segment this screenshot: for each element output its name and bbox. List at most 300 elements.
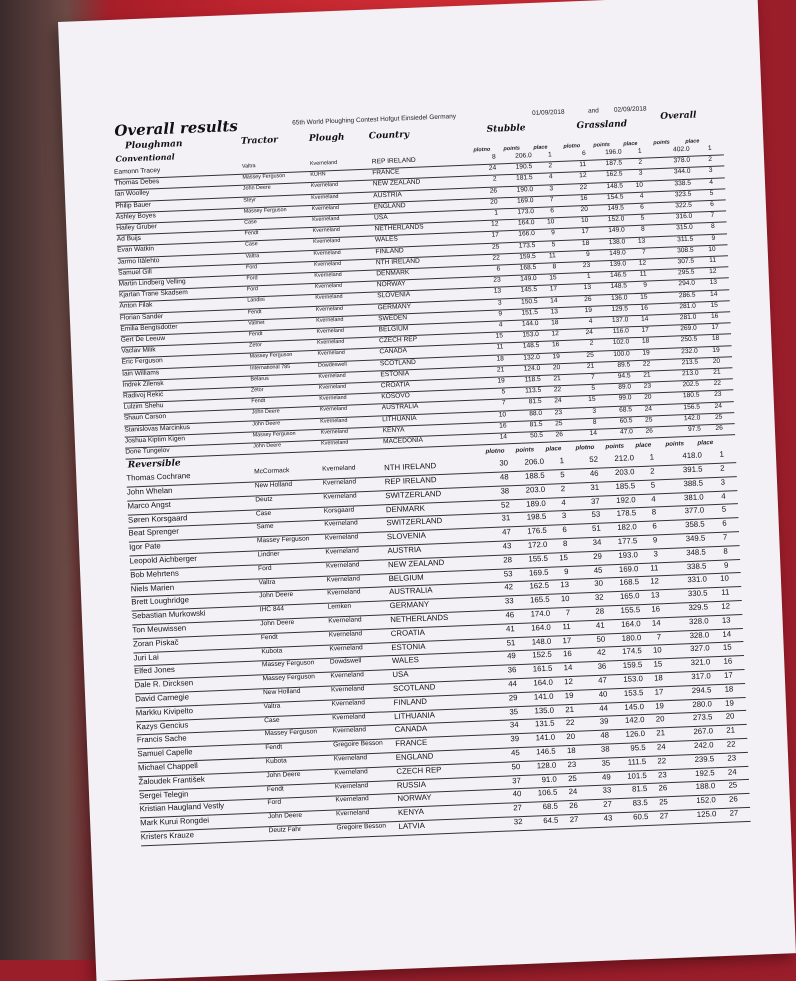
stubble-plotno: 9: [498, 310, 503, 318]
overall-points: 323.5: [674, 190, 692, 199]
ploughman-name: Samuel Gill: [117, 268, 152, 277]
conventional-subhead-plotno: plotno: [473, 146, 491, 154]
country-name: CANADA: [379, 347, 408, 356]
overall-place: 18: [711, 335, 720, 343]
reversible-subhead-place: place: [635, 441, 652, 450]
ploughman-name: Stanislovas Marcinkus: [124, 423, 191, 434]
grassland-place: 23: [657, 769, 667, 780]
country-name: AUSTRALIA: [381, 403, 419, 412]
tractor-name: Belarus: [250, 375, 269, 383]
stubble-points: 181.5: [515, 174, 533, 183]
tractor-name: Fendt: [265, 743, 283, 752]
country-name: SCOTLAND: [392, 682, 436, 694]
country-name: SLOVENIA: [386, 530, 427, 542]
stubble-place: 9: [551, 229, 556, 237]
ploughman-name: Ian Woolley: [114, 189, 150, 199]
grassland-place: 12: [638, 259, 647, 267]
stubble-points: 81.5: [528, 398, 542, 406]
stubble-points: 153.0: [522, 331, 540, 339]
stubble-plotno: 13: [493, 287, 502, 296]
overall-points: 311.5: [677, 235, 694, 243]
overall-points: 388.5: [683, 478, 704, 489]
col-tractor: Tractor: [240, 135, 279, 147]
overall-points: 316.0: [675, 212, 693, 221]
stubble-place: 7: [565, 607, 571, 618]
tractor-name: John Deere: [260, 619, 295, 628]
stubble-plotno: 49: [506, 651, 516, 661]
tractor-name: Case: [264, 716, 280, 724]
grassland-plotno: 32: [594, 592, 604, 603]
country-name: WALES: [374, 235, 398, 244]
grassland-place: 4: [651, 493, 656, 504]
overall-points: 239.5: [694, 754, 715, 764]
grassland-place: 13: [650, 590, 660, 600]
grassland-plotno: 49: [601, 772, 611, 782]
grassland-points: 60.5: [633, 811, 649, 822]
grassland-place: 10: [652, 645, 662, 656]
overall-place: 1: [719, 449, 725, 459]
stubble-plotno: 30: [499, 458, 509, 468]
overall-place: 3: [720, 477, 726, 487]
overall-points: 142.0: [683, 414, 701, 422]
grassland-place: 21: [643, 371, 651, 379]
tractor-name: Massey Ferguson: [249, 352, 293, 360]
country-name: FRANCE: [395, 737, 428, 749]
stubble-plotno: 37: [511, 775, 521, 785]
overall-points: 267.0: [693, 726, 714, 737]
grassland-place: 4: [639, 192, 644, 200]
stubble-points: 150.5: [520, 297, 538, 306]
col-grassland: Grassland: [576, 119, 628, 132]
grassland-place: 13: [637, 237, 646, 245]
stubble-points: 131.5: [534, 719, 555, 729]
grassland-points: 111.5: [627, 756, 647, 767]
grassland-points: 155.5: [620, 605, 641, 615]
stubble-place: 16: [562, 649, 572, 659]
ploughman-name: Martin Lindberg Velling: [118, 278, 186, 288]
ploughman-name: Ashley Boyes: [115, 212, 156, 221]
overall-points: 328.0: [689, 629, 710, 640]
stubble-points: 172.0: [527, 539, 548, 550]
country-name: AUSTRIA: [373, 190, 402, 200]
overall-place: 10: [708, 245, 716, 253]
overall-points: 250.5: [680, 335, 698, 344]
stubble-plotno: 21: [496, 366, 505, 374]
country-name: MACEDONIA: [382, 436, 424, 446]
grassland-points: 177.5: [617, 536, 638, 546]
conventional-subhead-points: points: [593, 141, 610, 149]
country-name: USA: [392, 669, 409, 680]
stubble-points: 149.0: [520, 275, 537, 283]
tractor-name: John Deere: [266, 770, 301, 780]
overall-place: 15: [722, 642, 732, 653]
plough-name: Kverneland: [314, 283, 343, 291]
overall-points: 242.0: [693, 740, 714, 751]
stubble-place: 14: [563, 663, 573, 673]
country-name: NORWAY: [376, 280, 406, 289]
grassland-place: 19: [655, 700, 665, 711]
stubble-points: 141.0: [533, 691, 554, 702]
stubble-points: 141.0: [535, 732, 556, 743]
overall-place: 21: [726, 725, 736, 735]
grassland-points: 83.5: [632, 798, 648, 808]
stubble-plotno: 10: [498, 410, 507, 419]
stubble-place: 8: [562, 538, 568, 549]
grassland-place: 10: [635, 181, 644, 189]
grassland-plotno: 47: [597, 675, 608, 685]
grassland-plotno: 17: [581, 228, 589, 236]
stubble-place: 20: [566, 732, 576, 742]
overall-place: 11: [721, 587, 730, 598]
tractor-name: Ford: [245, 264, 258, 271]
stubble-plotno: 12: [490, 220, 499, 228]
grassland-points: 212.0: [614, 453, 635, 464]
overall-place: 18: [724, 684, 734, 694]
country-name: AUSTRIA: [387, 544, 422, 556]
grassland-plotno: 41: [595, 620, 605, 630]
grassland-plotno: 42: [596, 647, 606, 658]
plough-name: KUHN: [310, 171, 326, 179]
grassland-plotno: 31: [590, 482, 600, 492]
tractor-name: Fendt: [260, 633, 278, 642]
country-name: SLOVENIA: [377, 291, 411, 300]
plough-name: Kverneland: [315, 294, 343, 302]
country-name: NEW ZEALAND: [372, 178, 421, 188]
grassland-place: 21: [656, 728, 666, 738]
plough-name: Kverneland: [318, 383, 347, 391]
overall-place: 15: [710, 301, 719, 309]
tractor-name: McCormack: [254, 467, 290, 476]
plough-name: Gregoire Besson: [336, 822, 387, 832]
ploughman-name: Hailey Gruber: [116, 223, 158, 232]
grassland-plotno: 48: [600, 730, 610, 740]
plough-name: Kverneland: [327, 588, 361, 598]
stubble-place: 7: [549, 196, 554, 204]
conventional-subhead-points: points: [503, 145, 521, 153]
ploughman-name: Dale R. Dircksen: [134, 678, 194, 690]
grassland-plotno: 33: [602, 785, 612, 796]
stubble-place: 4: [548, 173, 553, 181]
grassland-place: 11: [639, 270, 647, 279]
overall-place: 26: [715, 424, 723, 432]
overall-points: 328.0: [688, 616, 709, 626]
ploughman-name: Markku Kivipelto: [135, 705, 194, 718]
tractor-name: Fendt: [251, 398, 266, 405]
stubble-points: 206.0: [515, 152, 532, 160]
grassland-plotno: 28: [595, 606, 605, 616]
tractor-name: Valmet: [248, 319, 265, 327]
overall-place: 6: [722, 518, 727, 528]
tractor-name: Valtra: [245, 252, 260, 260]
stubble-plotno: 1: [494, 209, 499, 217]
stubble-plotno: 36: [507, 665, 517, 675]
tractor-name: Case: [255, 509, 272, 518]
stubble-place: 23: [567, 759, 577, 769]
ploughman-name: Beat Sprenger: [128, 526, 180, 538]
grassland-points: 139.0: [609, 260, 627, 269]
grassland-points: 182.0: [617, 522, 637, 533]
overall-place: 25: [714, 413, 723, 421]
tractor-name: New Holland: [262, 687, 301, 697]
tractor-name: Massey Ferguson: [252, 430, 296, 439]
grassland-points: 47.0: [619, 428, 634, 436]
plough-name: Kverneland: [314, 271, 342, 279]
stubble-place: 3: [549, 184, 554, 193]
stubble-place: 6: [550, 207, 555, 215]
stubble-place: 13: [560, 580, 570, 590]
date-and: and: [587, 107, 600, 115]
grassland-place: 16: [651, 604, 661, 614]
tractor-name: Ford: [246, 275, 258, 282]
ploughman-name: Juri Lai: [133, 652, 159, 663]
grassland-place: 6: [652, 521, 657, 531]
stubble-place: 25: [567, 773, 577, 783]
country-name: CROATIA: [380, 381, 410, 390]
tractor-name: Massey Ferguson: [242, 173, 286, 181]
stubble-plotno: 18: [496, 354, 505, 363]
plough-name: Kverneland: [331, 699, 366, 708]
grassland-place: 5: [640, 214, 645, 222]
stubble-place: 2: [560, 483, 566, 493]
grassland-points: 100.0: [613, 349, 630, 358]
plough-name: Kverneland: [325, 561, 360, 570]
section-conventional: Conventional: [115, 151, 175, 164]
overall-points: 280.0: [692, 698, 713, 709]
grassland-points: 148.5: [606, 182, 624, 190]
overall-place: 7: [722, 532, 728, 542]
stubble-points: 135.0: [534, 705, 555, 716]
stubble-points: 68.5: [542, 801, 559, 812]
grassland-points: 196.0: [605, 148, 622, 157]
stubble-points: 166.0: [518, 230, 536, 239]
overall-points: 152.0: [696, 795, 716, 806]
tractor-name: Kubota: [261, 647, 283, 655]
stubble-place: 12: [564, 676, 574, 687]
country-name: FRANCE: [372, 168, 400, 177]
overall-place: 23: [714, 391, 722, 399]
overall-place: 8: [710, 223, 715, 231]
stubble-place: 13: [550, 307, 559, 316]
grassland-place: 7: [656, 631, 662, 642]
country-name: CZECH REP: [396, 765, 442, 776]
tractor-name: Valtra: [258, 578, 276, 586]
grassland-points: 136.0: [610, 293, 628, 302]
overall-points: 295.5: [677, 268, 695, 277]
ploughman-name: Igor Pate: [128, 541, 161, 552]
grassland-plotno: 50: [596, 634, 606, 644]
stubble-plotno: 14: [499, 433, 508, 441]
stubble-plotno: 20: [490, 198, 498, 206]
stubble-plotno: 25: [491, 243, 500, 251]
ploughman-name: Eamonn Tracey: [113, 167, 161, 176]
grassland-points: 148.5: [610, 282, 628, 291]
grassland-points: 89.0: [618, 383, 632, 391]
grassland-plotno: 7: [590, 373, 595, 381]
grassland-plotno: 23: [582, 261, 591, 270]
ploughman-name: David Carnegie: [135, 692, 190, 704]
overall-place: 2: [719, 463, 725, 473]
stubble-points: 190.5: [515, 163, 533, 171]
stubble-place: 26: [568, 800, 579, 811]
stubble-plotno: 32: [513, 817, 523, 827]
plough-name: Kverneland: [311, 193, 339, 201]
grassland-plotno: 14: [589, 429, 598, 437]
stubble-place: 17: [562, 635, 572, 645]
stubble-points: 161.5: [532, 663, 553, 674]
overall-points: 308.5: [677, 246, 694, 255]
plough-name: Kverneland: [333, 754, 368, 763]
col-ploughman: Ploughman: [124, 139, 183, 152]
tractor-name: Same: [256, 523, 274, 531]
overall-points: 188.0: [695, 781, 716, 792]
stubble-place: 11: [548, 252, 556, 260]
stubble-plotno: 17: [491, 231, 500, 240]
overall-place: 4: [709, 178, 714, 186]
ploughman-name: Zoran Piskač: [132, 637, 179, 649]
stubble-place: 21: [565, 704, 575, 714]
overall-points: 202.5: [682, 380, 700, 389]
ploughman-name: Emilia Bengtsdotter: [120, 323, 178, 333]
grassland-place: 14: [651, 618, 661, 628]
stubble-points: 165.5: [529, 594, 550, 605]
stubble-points: 145.5: [520, 286, 538, 295]
stubble-points: 151.5: [521, 308, 539, 317]
grassland-points: 169.0: [618, 563, 639, 574]
plough-name: Korsgaard: [323, 506, 355, 515]
tractor-name: John Deere: [267, 812, 303, 821]
stubble-place: 25: [555, 419, 563, 428]
plough-name: Kverneland: [330, 685, 365, 694]
page-title: Overall results: [114, 116, 239, 140]
plough-name: Lemken: [327, 602, 352, 611]
grassland-points: 153.0: [623, 674, 644, 684]
stubble-points: 113.5: [525, 387, 542, 395]
grassland-points: 68.5: [619, 405, 633, 414]
overall-place: 6: [710, 200, 714, 208]
ploughman-name: Done Tungelov: [125, 446, 170, 456]
grassland-plotno: 35: [601, 758, 611, 768]
country-name: LITHUANIA: [393, 710, 436, 721]
grassland-place: 25: [658, 797, 668, 807]
tractor-name: John Deere: [251, 408, 280, 416]
stubble-points: 106.5: [537, 787, 558, 798]
grassland-place: 14: [640, 315, 649, 323]
reversible-subhead-points: points: [515, 446, 535, 455]
stubble-points: 173.0: [517, 208, 535, 216]
tractor-name: John Deere: [259, 591, 294, 600]
grassland-points: 192.0: [615, 494, 636, 505]
stubble-place: 8: [552, 263, 557, 271]
stubble-points: 118.5: [524, 375, 541, 384]
plough-name: Kverneland: [332, 726, 367, 735]
tractor-name: Zetor: [249, 342, 262, 349]
grassland-place: 2: [638, 158, 643, 167]
grassland-place: 17: [654, 687, 664, 697]
ploughman-name: Sebastian Murkowski: [131, 608, 206, 621]
ploughman-name: Marco Angst: [127, 499, 171, 511]
grassland-plotno: 53: [591, 510, 601, 520]
stubble-plotno: 26: [489, 187, 498, 195]
tractor-name: Ford: [257, 564, 272, 573]
stubble-place: 11: [562, 621, 571, 632]
overall-place: 14: [709, 290, 718, 298]
ploughman-name: Indrek Zilensk: [122, 379, 164, 389]
grassland-plotno: 43: [603, 813, 613, 823]
ploughman-name: Kjartan Trane Skadsem: [118, 289, 189, 299]
ploughman-name: Ad Buijs: [116, 235, 142, 244]
grassland-plotno: 13: [583, 284, 592, 292]
stubble-plotno: 16: [499, 422, 507, 430]
tractor-name: John Deere: [253, 442, 282, 450]
ploughman-name: Joshua Kiptim Kigen: [124, 435, 186, 445]
overall-points: 330.5: [687, 588, 708, 599]
stubble-points: 189.0: [526, 498, 546, 509]
grassland-plotno: 10: [580, 217, 589, 225]
plough-name: Kverneland: [313, 249, 341, 257]
stubble-points: 174.0: [530, 608, 551, 619]
grassland-place: 24: [644, 405, 653, 413]
overall-points: 286.5: [678, 291, 696, 299]
stubble-points: 148.0: [531, 636, 552, 647]
grassland-place: 26: [658, 783, 668, 793]
stubble-place: 6: [562, 525, 567, 535]
country-name: LITHUANIA: [382, 414, 417, 423]
country-name: NETHERLANDS: [390, 612, 449, 625]
plough-name: Kverneland: [324, 519, 358, 529]
tractor-name: John Deere: [252, 420, 281, 428]
grassland-points: 187.5: [605, 159, 623, 168]
stubble-plotno: 11: [496, 343, 504, 352]
grassland-plotno: 40: [598, 689, 608, 699]
grassland-points: 137.0: [611, 316, 629, 325]
grassland-plotno: 30: [594, 578, 604, 589]
overall-place: 25: [728, 780, 738, 791]
country-name: AUSTRALIA: [388, 585, 433, 597]
tractor-name: New Holland: [254, 480, 293, 490]
grassland-points: 60.5: [619, 417, 633, 425]
overall-place: 10: [720, 573, 730, 584]
country-name: CANADA: [394, 724, 428, 735]
grassland-points: 159.5: [622, 660, 643, 671]
date-end: 02/09/2018: [613, 105, 647, 114]
grassland-place: 20: [644, 393, 652, 402]
stubble-place: 10: [560, 594, 570, 604]
stubble-plotno: 51: [506, 637, 516, 648]
tractor-name: Deutz: [255, 495, 273, 504]
grassland-points: 178.5: [616, 508, 637, 519]
grassland-plotno: 38: [600, 744, 610, 754]
country-name: CZECH REP: [378, 336, 418, 345]
stubble-plotno: 44: [508, 679, 518, 689]
ploughman-name: Eric Ferguson: [121, 357, 163, 367]
overall-points: 294.0: [678, 280, 696, 288]
stubble-place: 27: [569, 814, 579, 825]
stubble-points: 159.5: [519, 252, 536, 261]
grassland-points: 99.0: [618, 394, 632, 403]
grassland-plotno: 51: [591, 523, 601, 534]
overall-points: 391.5: [682, 464, 703, 475]
grassland-place: 22: [657, 755, 667, 766]
country-name: BELGIUM: [388, 572, 424, 583]
results-sheet: [58, 0, 796, 981]
grassland-points: 81.5: [631, 784, 648, 794]
ploughman-name: Florian Sander: [119, 312, 164, 322]
grassland-points: 149.0: [608, 226, 625, 235]
conventional-subhead-place: place: [623, 140, 638, 148]
tractor-name: Fendt: [248, 331, 263, 338]
stubble-place: 10: [546, 218, 555, 226]
stubble-place: 15: [549, 274, 557, 282]
